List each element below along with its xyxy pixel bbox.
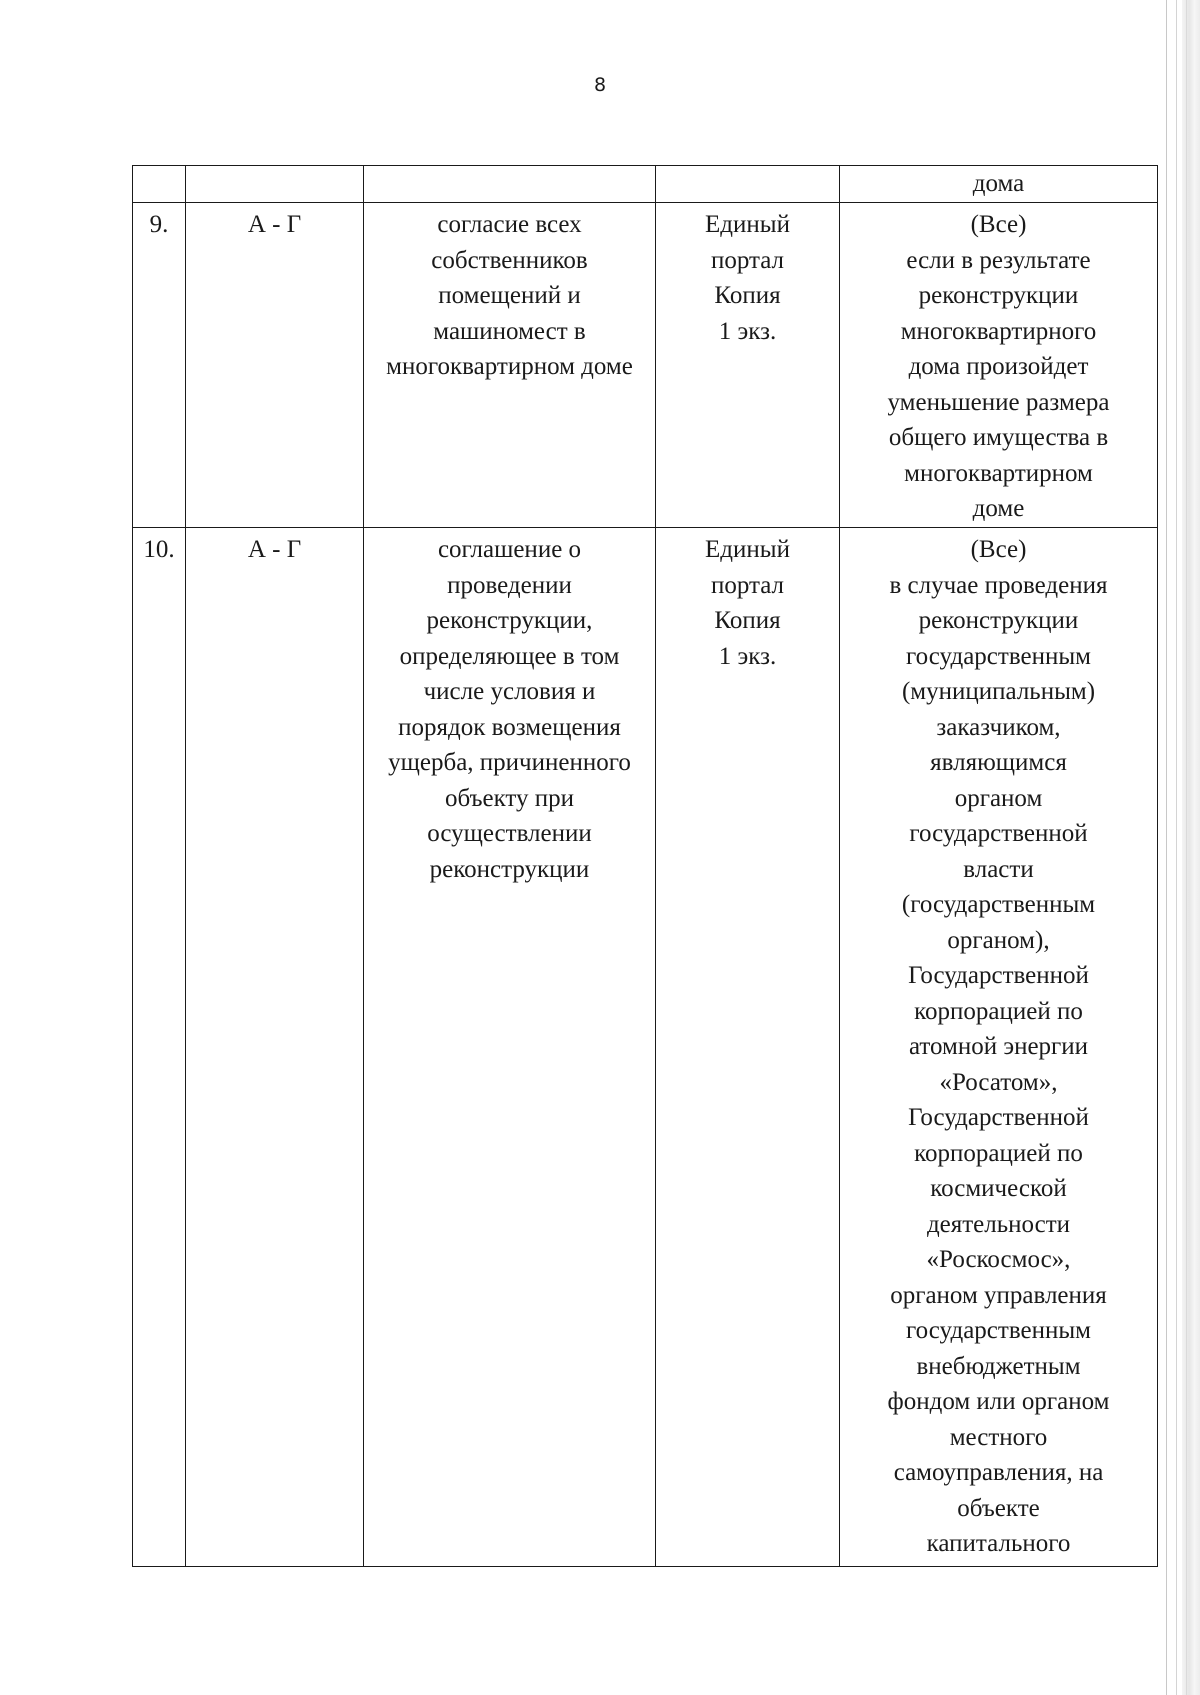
cell-text-line: портал [710, 571, 785, 599]
scan-edge-line [1166, 0, 1167, 1695]
cell-text-line: объекту при [444, 784, 575, 812]
cell-text-line: капитального [926, 1530, 1071, 1557]
cell-text-line: атомной энергии [908, 1033, 1089, 1060]
cell-text-line: реконструкции, [426, 607, 593, 634]
cell-text-line: 1 экз. [718, 642, 777, 670]
table-row [133, 528, 1158, 1567]
cell-text-line: Копия [714, 607, 781, 634]
cell-text-line: государственным [906, 642, 1091, 670]
table-row-continuation [133, 166, 1158, 203]
scan-edge-shadow [1182, 0, 1200, 1695]
cell-document [364, 166, 656, 203]
cell-text-line: проведении [447, 571, 572, 599]
cell-note [840, 203, 1158, 528]
cell-text-line: объекте [957, 1494, 1040, 1522]
cell-form [656, 203, 840, 528]
cell-document [364, 528, 656, 1567]
cell-text-line: космической [930, 1175, 1067, 1202]
cell-text-line: соглашение о [437, 536, 582, 563]
cell-text-line: органом [954, 784, 1043, 812]
cell-text-line: дома произойдет [908, 353, 1089, 380]
cell-text-line: (Все) [970, 536, 1027, 563]
cell-text-line: Единый [705, 211, 790, 238]
cell-text-line: Государственной [908, 1104, 1089, 1131]
cell-text-line: органом управления [890, 1281, 1107, 1309]
scan-edge-line [1176, 0, 1177, 1695]
cell-text-line: государственной [909, 820, 1088, 847]
cell-text-line: числе условия и [423, 678, 596, 705]
cell-text-line: машиномест в [433, 317, 586, 345]
cell-text-line: фондом или органом [887, 1388, 1110, 1415]
cell-text-line: органом), [947, 926, 1050, 954]
scan-edge-line [1186, 0, 1187, 1695]
cell-text-line: уменьшение размера [887, 388, 1110, 416]
cell-number [133, 166, 186, 203]
cell-category: А - Г [186, 203, 364, 528]
cell-text-line: собственников [431, 246, 588, 274]
cell-text-line: Единый [705, 536, 790, 563]
cell-document [364, 203, 656, 528]
cell-form [656, 528, 840, 1567]
cell-text-line: государственным [906, 1317, 1091, 1344]
cell-text-line: (муниципальным) [901, 678, 1096, 705]
cell-category [186, 166, 364, 203]
cell-text-line: реконструкции [918, 282, 1079, 309]
cell-text-line: «Росатом», [939, 1068, 1058, 1096]
cell-text-line: (государственным [901, 891, 1096, 918]
cell-text-line: доме [972, 495, 1025, 522]
cell-text-line: являющимся [930, 749, 1067, 776]
cell-text-line: порядок возмещения [398, 713, 621, 741]
cell-text-line: если в результате [906, 246, 1091, 274]
cell-text-line: Копия [714, 282, 781, 309]
cell-text-line: заказчиком, [936, 713, 1061, 741]
cell-note [840, 528, 1158, 1567]
table-row [133, 203, 1158, 528]
cell-form [656, 166, 840, 203]
cell-text-line: многоквартирном доме [386, 353, 633, 380]
cell-text-line: помещений и [438, 282, 581, 309]
cell-text-line: реконструкции [429, 855, 590, 883]
cell-text-line: внебюджетным [916, 1352, 1081, 1380]
cell-text-line: согласие всех [437, 211, 582, 238]
document-table [132, 165, 1158, 1567]
cell-text-line: многоквартирном [904, 459, 1093, 487]
cell-number: 10. [133, 528, 186, 1567]
cell-text-line: корпорацией по [914, 997, 1083, 1025]
cell-text-line: 1 экз. [718, 317, 777, 345]
cell-text-line: «Роскосмос», [926, 1246, 1071, 1273]
cell-text-line: портал [710, 246, 785, 274]
cell-text-line: Государственной [908, 962, 1089, 989]
cell-text-line: корпорацией по [914, 1139, 1083, 1167]
cell-note: дома [840, 166, 1158, 203]
cell-text-line: в случае проведения [889, 571, 1108, 599]
cell-text-line: общего имущества в [888, 424, 1109, 451]
cell-text-line: деятельности [926, 1210, 1071, 1238]
cell-text-line: власти [963, 855, 1034, 883]
cell-text-line: определяющее в том [399, 642, 620, 670]
cell-text-line: реконструкции [918, 607, 1079, 634]
cell-text-line: самоуправления, на [893, 1459, 1104, 1486]
cell-text-line: осуществлении [427, 820, 592, 847]
cell-text-line: местного [949, 1423, 1048, 1451]
cell-category: А - Г [186, 528, 364, 1567]
cell-text-line: (Все) [970, 211, 1027, 238]
cell-text-line: ущерба, причиненного [388, 749, 631, 776]
cell-number: 9. [133, 203, 186, 528]
page-number: 8 [593, 74, 607, 96]
cell-text-line: многоквартирного [900, 317, 1097, 345]
